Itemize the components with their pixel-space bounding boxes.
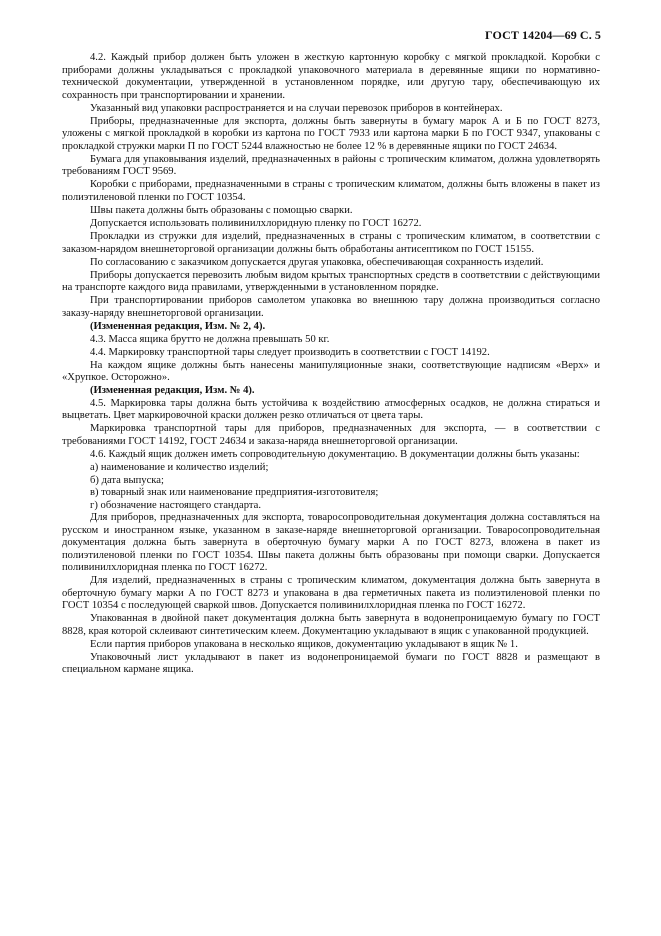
paragraph: Для изделий, предназначенных в страны с тропическим климатом, документация должна быть завернута в оберточную бумагу марки А по ГОСТ 8273 и упакована в два герметичных пакета из полиэтиленовой пленки по ГОСТ 10354 с последующей сваркой швов. Допускается поливинилхлоридная пленка по ГОСТ 16272.	[62, 575, 600, 612]
paragraph: Приборы допускается перевозить любым видом крытых транспортных средств в соответствии с действующими на транспорте каждого вида правилами, утвержденными в установленном порядке.	[62, 269, 600, 294]
paragraph: Бумага для упаковывания изделий, предназначенных в районы с тропическим климатом, должна удовлетворять требованиям ГОСТ 9569.	[62, 153, 600, 178]
paragraph: При транспортировании приборов самолетом упаковка во внешнюю тару должна производиться согласно заказу-наряду внешнеторговой организации.	[62, 295, 600, 319]
paragraph: Указанный вид упаковки распространяется и на случаи перевозок приборов в контейнерах.	[90, 102, 503, 114]
paragraph: 4.6. Каждый ящик должен иметь сопроводительную документацию. В документации должны быть указаны:	[90, 449, 580, 460]
paragraph: Коробки с приборами, предназначенными в страны с тропическим климатом, должны быть вложены в пакет из полиэтиленовой пленки по ГОСТ 10354.	[62, 179, 600, 203]
list-item: б) дата выпуска;	[90, 474, 164, 486]
paragraph: Швы пакета должны быть образованы с помощью сварки.	[90, 204, 353, 216]
document-body	[62, 52, 600, 678]
paragraph: Приборы, предназначенные для экспорта, должны быть завернуты в бумагу марок А и Б по ГОСТ 8273, уложены с мягкой прокладкой в коробки из картона по ГОСТ 7933 или картона марки Б по ГОСТ 9347, упакованы с прокладкой стружки марки П по ГОСТ 5244 влажностью не более 12 % в деревянные ящики по ГОСТ 24634.	[62, 115, 600, 152]
paragraph: 4.2. Каждый прибор должен быть уложен в жесткую картонную коробку с мягкой прокладкой. Коробки с приборами должны укладываться с прокладкой упаковочного материала в деревянные ящики по нормативно-технической документации, утвержденной в установленном порядке, или другую тару, обеспечивающую их сохранность при транспортировании и хранении.	[62, 52, 600, 101]
amendment-note: (Измененная редакция, Изм. № 2, 4).	[90, 321, 266, 333]
paragraph: Для приборов, предназначенных для экспорта, товаросопроводительная документация должна составляться на русском и иностранном языке, указанном в заказе-наряде внешнеторговой организации. Товаросопроводительная документация должна быть завернута в оберточную бумагу марки А по ГОСТ 8273, вложена в пакет из полиэтиленовой пленки по ГОСТ 10354. Швы пакета должны быть образованы при помощи сварки. Допускается поливинилхлоридная пленка по ГОСТ 16272.	[62, 512, 600, 574]
paragraph: 4.5. Маркировка тары должна быть устойчива к воздействию атмосферных осадков, не должна стираться и выцветать. Цвет маркировочной краски должен резко отличаться от цвета тары.	[62, 397, 600, 422]
paragraph: 4.3. Масса ящика брутто не должна превышать 50 кг.	[90, 333, 330, 345]
paragraph: Маркировка транспортной тары для приборов, предназначенных для экспорта, — в соответствии с требованиями ГОСТ 14192, ГОСТ 24634 и заказа-наряда внешнеторговой организации.	[62, 423, 600, 447]
list-item: в) товарный знак или наименование предприятия-изготовителя;	[90, 487, 379, 499]
paragraph: Если партия приборов упакована в несколько ящиков, документацию укладывают в ящик № 1.	[90, 638, 518, 650]
paragraph: По согласованию с заказчиком допускается другая упаковка, обеспечивающая сохранность изделий.	[90, 256, 544, 268]
list-item: г) обозначение настоящего стандарта.	[90, 499, 261, 511]
paragraph: Упаковочный лист укладывают в пакет из водонепроницаемой бумаги по ГОСТ 8828 и размещают в специальном кармане ящика.	[62, 651, 600, 676]
amendment-note: (Измененная редакция, Изм. № 4).	[90, 385, 255, 397]
paragraph: Допускается использовать поливинилхлоридную пленку по ГОСТ 16272.	[90, 218, 422, 230]
page-header: ГОСТ 14204—69 С. 5	[485, 28, 601, 42]
paragraph: На каждом ящике должны быть нанесены манипуляционные знаки, соответствующие надписям «Верх» и «Хрупкое. Осторожно».	[62, 359, 600, 384]
list-item: а) наименование и количество изделий;	[90, 462, 269, 474]
paragraph: 4.4. Маркировку транспортной тары следует производить в соответствии с ГОСТ 14192.	[90, 346, 490, 358]
paragraph: Прокладки из стружки для изделий, предназначенных в страны с тропическим климатом, в соответствии с заказом-нарядом внешнеторговой организации должны быть обработаны антисептиком по ГОСТ 15155.	[62, 231, 600, 255]
paragraph: Упакованная в двойной пакет документация должна быть завернута в водонепроницаемую бумагу по ГОСТ 8828, края которой склеивают синтетическим клеем. Документацию укладывают в ящик с упакованной продукцией.	[62, 613, 600, 637]
